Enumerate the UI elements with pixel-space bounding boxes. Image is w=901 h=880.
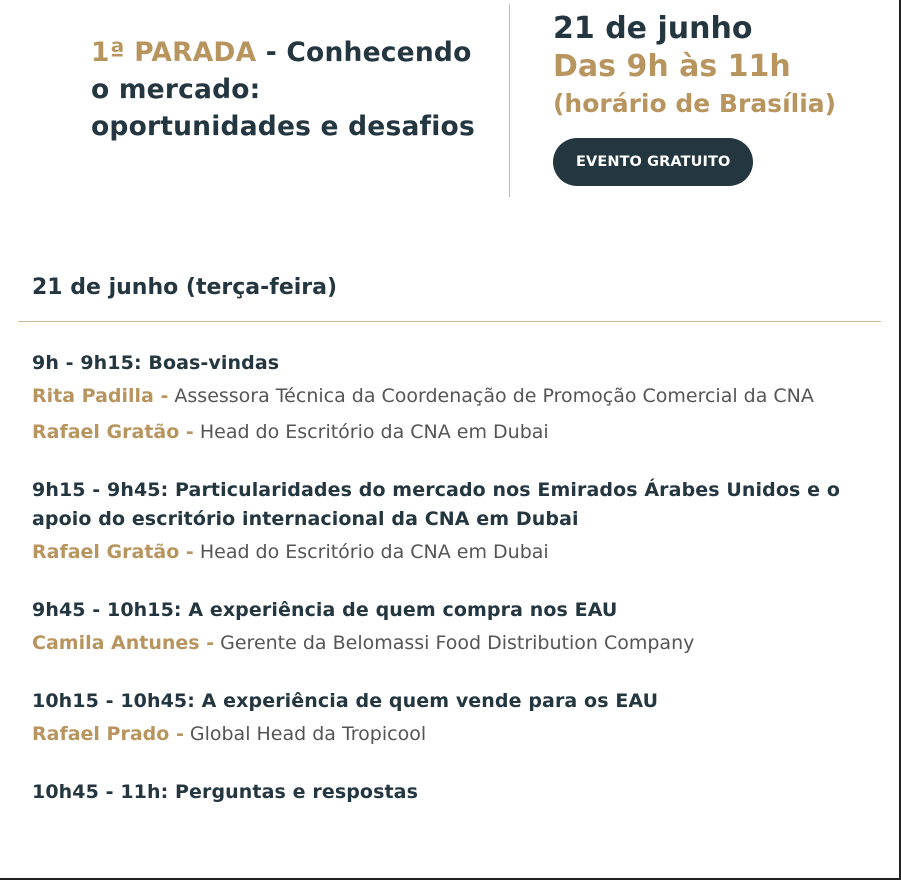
speaker-line [32, 716, 872, 752]
section-divider [18, 321, 881, 322]
schedule-item-title: 9h45 - 10h15: A experiência de quem compra nos EAU [32, 599, 618, 621]
event-date: 21 de junho [553, 11, 753, 46]
speaker-line [32, 414, 872, 450]
speaker-role: Assessora Técnica da Coordenação de Promoção Comercial da CNA [168, 385, 814, 407]
speaker-name: Rita Padilla - [32, 385, 169, 407]
speaker-name: Rafael Gratão - [32, 541, 194, 563]
speaker-role: Global Head da Tropicool [183, 723, 427, 745]
day-heading: 21 de junho (terça-feira) [32, 275, 338, 300]
schedule-item [32, 349, 872, 450]
schedule-list [32, 349, 872, 833]
speaker-line [32, 625, 872, 661]
speaker-name: Rafael Gratão - [32, 421, 194, 443]
schedule-item [32, 476, 872, 570]
event-header [0, 0, 899, 210]
schedule-item-title: 9h - 9h15: Boas-vindas [32, 352, 280, 374]
speaker-role: Head do Escritório da CNA em Dubai [193, 421, 549, 443]
speaker-line [32, 534, 872, 570]
event-timezone: (horário de Brasília) [553, 89, 837, 118]
schedule-item-title: 10h45 - 11h: Perguntas e respostas [32, 781, 419, 803]
schedule-item-title: 9h15 - 9h45: Particularidades do mercado nos Emirados Árabes Unidos e o apoio do escritório internacional da CNA em Dubai [32, 479, 840, 530]
stop-label: 1ª PARADA [91, 37, 257, 68]
header-divider [509, 4, 510, 197]
speaker-role: Head do Escritório da CNA em Dubai [193, 541, 549, 563]
event-title-text: - Conhecendo o mercado: oportunidades e desafios [91, 37, 475, 142]
speaker-name: Camila Antunes - [32, 632, 215, 654]
speaker-name: Rafael Prado - [32, 723, 184, 745]
schedule-item-title: 10h15 - 10h45: A experiência de quem vende para os EAU [32, 690, 659, 712]
schedule-item [32, 596, 872, 661]
speaker-role: Gerente da Belomassi Food Distribution Company [214, 632, 695, 654]
schedule-item [32, 687, 872, 752]
event-time: Das 9h às 11h [553, 49, 791, 84]
speaker-line [32, 378, 872, 414]
free-event-badge: EVENTO GRATUITO [553, 138, 753, 186]
event-schedule-summary [553, 10, 836, 186]
schedule-item [32, 778, 872, 807]
event-title [91, 34, 486, 145]
